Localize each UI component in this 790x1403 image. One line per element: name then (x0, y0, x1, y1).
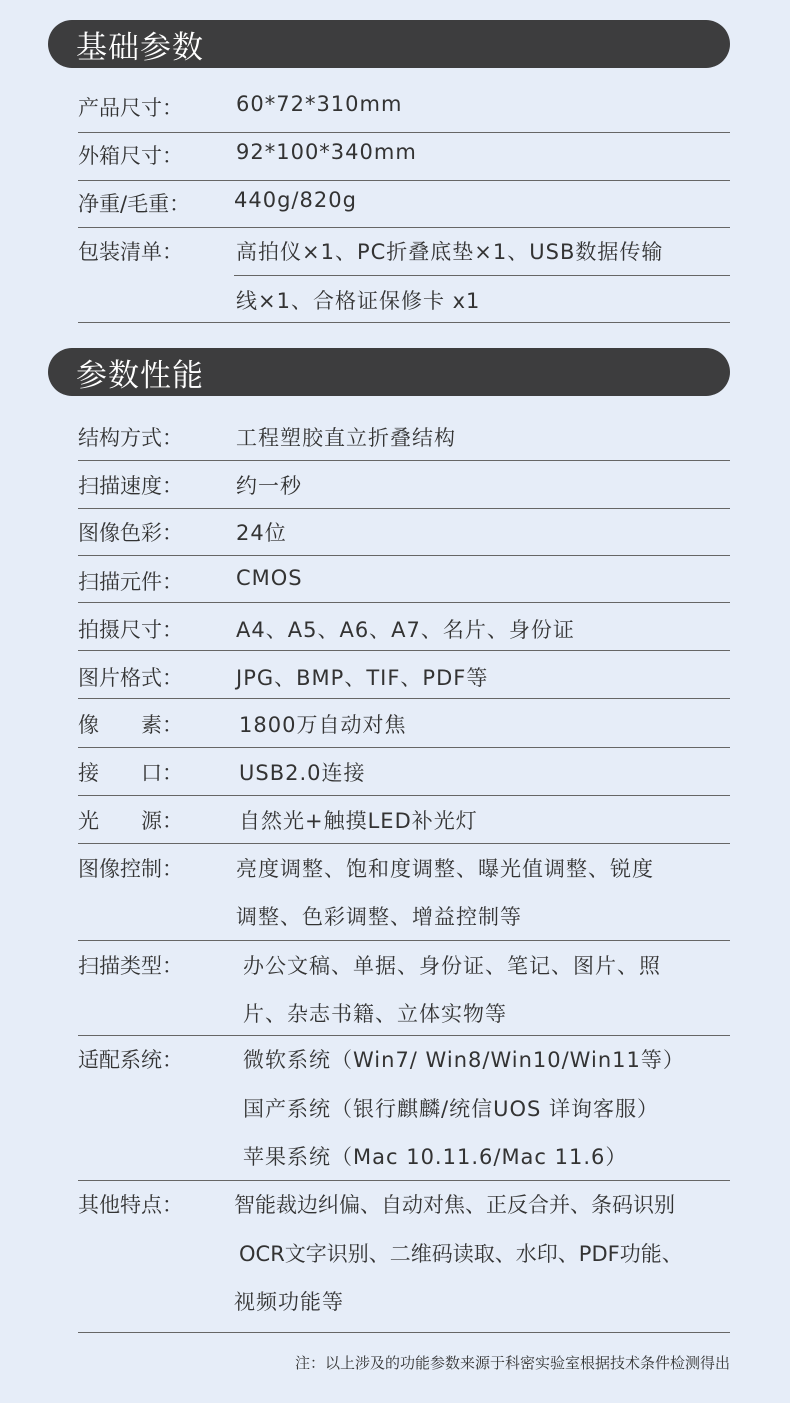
spec-value: 微软系统（Win7/ Win8/Win10/Win11等） (243, 1048, 685, 1072)
spec-value: 线×1、合格证保修卡 x1 (236, 289, 481, 313)
spec-label: 产品尺寸： (78, 96, 183, 120)
spec-value: 视频功能等 (234, 1290, 344, 1314)
divider (78, 843, 730, 844)
spec-label: 包装清单： (78, 240, 183, 264)
divider (78, 602, 730, 603)
divider (78, 940, 730, 941)
spec-value: 60*72*310mm (236, 92, 403, 116)
spec-label: 其他特点： (78, 1193, 183, 1217)
spec-value: 高拍仪×1、PC折叠底垫×1、USB数据传输 (236, 240, 664, 264)
spec-label: 图像色彩： (78, 521, 183, 545)
section-header-basic (48, 20, 730, 68)
divider (78, 132, 730, 133)
spec-label: 像 素： (78, 713, 183, 737)
divider (234, 275, 730, 276)
divider (78, 1180, 730, 1181)
spec-label: 拍摄尺寸： (78, 618, 183, 642)
divider (78, 227, 730, 228)
spec-label: 适配系统： (78, 1048, 183, 1072)
spec-label: 扫描速度： (78, 474, 183, 498)
spec-value: 440g/820g (234, 188, 357, 212)
section-header-performance (48, 348, 730, 396)
spec-value: 智能裁边纠偏、自动对焦、正反合并、条码识别 (234, 1193, 675, 1217)
spec-value: 苹果系统（Mac 10.11.6/Mac 11.6） (243, 1145, 628, 1169)
divider (78, 1035, 730, 1036)
spec-value: CMOS (236, 566, 303, 590)
spec-value: 自然光+触摸LED补光灯 (239, 809, 478, 833)
spec-value: 办公文稿、单据、身份证、笔记、图片、照 (243, 954, 661, 978)
spec-label: 扫描类型： (78, 954, 183, 978)
spec-label: 扫描元件： (78, 570, 183, 594)
divider (78, 795, 730, 796)
section-title: 基础参数 (76, 29, 204, 66)
spec-value: 国产系统（银行麒麟/统信UOS 详询客服） (243, 1097, 659, 1121)
spec-label: 净重/毛重： (78, 192, 191, 216)
spec-value: 1800万自动对焦 (239, 713, 407, 737)
divider (78, 322, 730, 323)
divider (78, 698, 730, 699)
spec-value: 亮度调整、饱和度调整、曝光值调整、锐度 (236, 857, 654, 881)
section-title: 参数性能 (76, 357, 204, 394)
spec-value: 片、杂志书籍、立体实物等 (243, 1002, 507, 1026)
spec-value: 92*100*340mm (236, 140, 417, 164)
divider (78, 650, 730, 651)
footnote: 注：以上涉及的功能参数来源于科密实验室根据技术条件检测得出 (294, 1354, 730, 1372)
spec-value: OCR文字识别、二维码读取、水印、PDF功能、 (239, 1242, 683, 1266)
divider (78, 460, 730, 461)
spec-value: 调整、色彩调整、增益控制等 (236, 905, 522, 929)
spec-value: 约一秒 (236, 474, 302, 498)
divider (78, 508, 730, 509)
spec-label: 图片格式： (78, 666, 183, 690)
spec-value: USB2.0连接 (239, 761, 366, 785)
spec-label: 结构方式： (78, 426, 183, 450)
divider (78, 747, 730, 748)
divider (78, 180, 730, 181)
spec-value: JPG、BMP、TIF、PDF等 (236, 666, 489, 690)
spec-value: 24位 (236, 521, 287, 545)
spec-value: A4、A5、A6、A7、名片、身份证 (236, 618, 575, 642)
spec-label: 光 源： (78, 809, 183, 833)
spec-label: 图像控制： (78, 857, 183, 881)
spec-value: 工程塑胶直立折叠结构 (236, 426, 456, 450)
spec-label: 接 口： (78, 761, 183, 785)
spec-label: 外箱尺寸： (78, 144, 183, 168)
divider (78, 1332, 730, 1333)
divider (78, 555, 730, 556)
